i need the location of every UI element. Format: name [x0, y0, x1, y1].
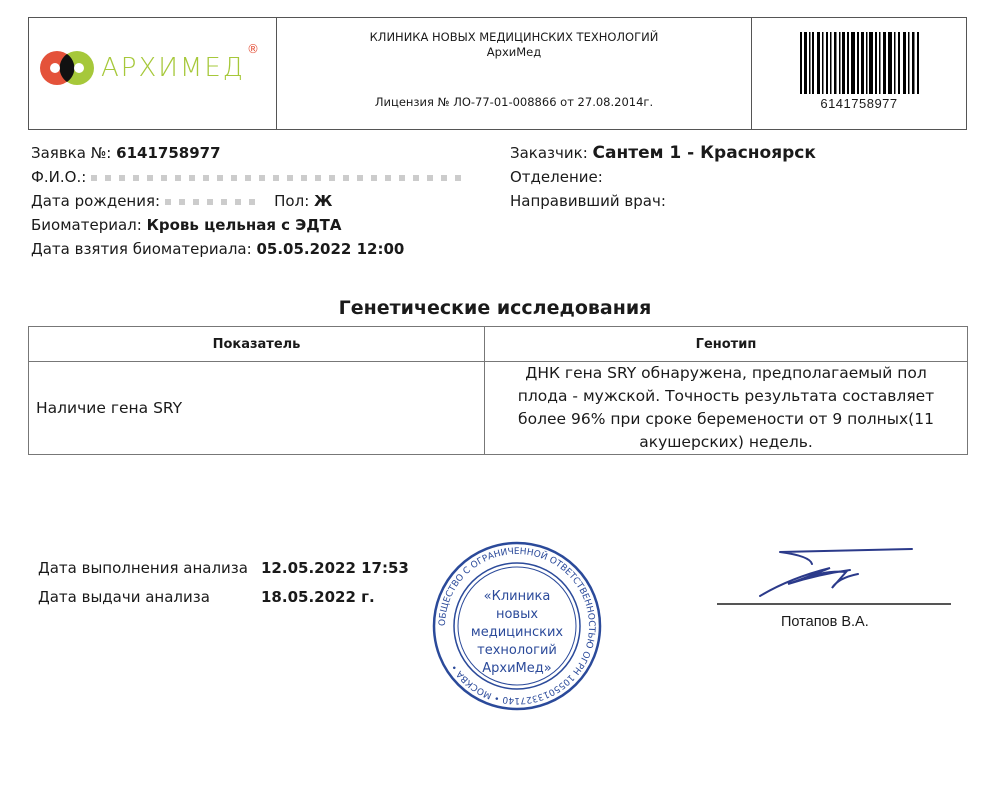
results-table [28, 326, 968, 455]
document-header [28, 17, 967, 130]
sample-date-label: Дата взятия биоматериала: [31, 240, 252, 258]
order-row [31, 141, 461, 165]
order-value: 6141758977 [116, 144, 221, 162]
logo-circles-icon [39, 50, 95, 86]
biomaterial-value: Кровь цельная с ЭДТА [146, 216, 342, 234]
issued-label: Дата выдачи анализа [38, 588, 210, 606]
customer-row [510, 141, 816, 165]
clinic-logo [39, 42, 259, 86]
sample-date-value: 05.05.2022 12:00 [256, 240, 405, 258]
parameter-cell: Наличие гена SRY [29, 362, 485, 455]
stamp-line3: медицинских [470, 625, 564, 640]
performed-row [38, 554, 409, 583]
results-header-row [29, 327, 968, 362]
customer-label: Заказчик: [510, 144, 588, 162]
license-text: Лицензия № ЛО-77-01-008866 от 27.08.2014г. [374, 95, 654, 109]
stamp-line5: АрхиМед» [482, 661, 552, 676]
sex-label: Пол: [274, 192, 310, 210]
redacted-name [91, 175, 461, 181]
customer-value: Сантем 1 - Красноярск [592, 143, 816, 163]
signature-scribble-icon [740, 540, 920, 600]
patient-info [31, 141, 461, 261]
issued-value: 18.05.2022 г. [261, 588, 375, 606]
clinic-name-line2: АрхиМед [486, 45, 542, 59]
analysis-dates [38, 554, 409, 612]
signature-line [717, 603, 951, 605]
name-label: Ф.И.О.: [31, 168, 87, 186]
logo-text: АРХИМЕД [101, 53, 245, 83]
clinic-title-cell [277, 18, 752, 129]
barcode-number: 6141758977 [820, 96, 898, 111]
stamp-ring-text: ОБЩЕСТВО С ОГРАНИЧЕННОЙ ОТВЕТСТВЕННОСТЬЮ ОГРН 1055013327140 • МОСКВА • [437, 546, 597, 706]
order-label: Заявка №: [31, 144, 112, 162]
performed-label: Дата выполнения анализа [38, 559, 248, 577]
clinic-name [277, 30, 751, 60]
customer-info [510, 141, 816, 213]
dob-label: Дата рождения: [31, 192, 161, 210]
sex-value: Ж [314, 192, 333, 210]
logo-cell [29, 18, 277, 129]
table-row [29, 362, 968, 455]
redacted-dob [165, 199, 260, 205]
department-row [510, 165, 816, 189]
barcode-cell [752, 18, 966, 129]
registered-mark: ® [246, 42, 259, 56]
biomaterial-label: Биоматериал: [31, 216, 142, 234]
column-header-parameter: Показатель [29, 327, 485, 362]
stamp-line2: новых [495, 607, 539, 622]
signatory-name: Потапов В.А. [781, 614, 869, 630]
column-header-genotype: Генотип [485, 327, 968, 362]
stamp-line1: «Клиника [483, 589, 551, 604]
dob-row [31, 189, 461, 213]
genotype-cell: ДНК гена SRY обнаружена, предполагаемый пол плода - мужской. Точность результата составляет более 96% при сроке беремености от 9 полных(11 акушерских) недель. [485, 362, 968, 455]
clinic-stamp [432, 540, 602, 712]
sample-date-row [31, 237, 461, 261]
name-row [31, 165, 461, 189]
issued-row [38, 583, 409, 612]
barcode-icon [800, 32, 920, 94]
stamp-line4: технологий [477, 643, 557, 658]
doctor-row [510, 189, 816, 213]
clinic-name-line1: КЛИНИКА НОВЫХ МЕДИЦИНСКИХ ТЕХНОЛОГИЙ [369, 30, 659, 44]
performed-value: 12.05.2022 17:53 [261, 559, 409, 577]
doctor-label: Направивший врач: [510, 192, 666, 210]
section-title: Генетические исследования [338, 297, 652, 319]
biomaterial-row [31, 213, 461, 237]
department-label: Отделение: [510, 168, 603, 186]
